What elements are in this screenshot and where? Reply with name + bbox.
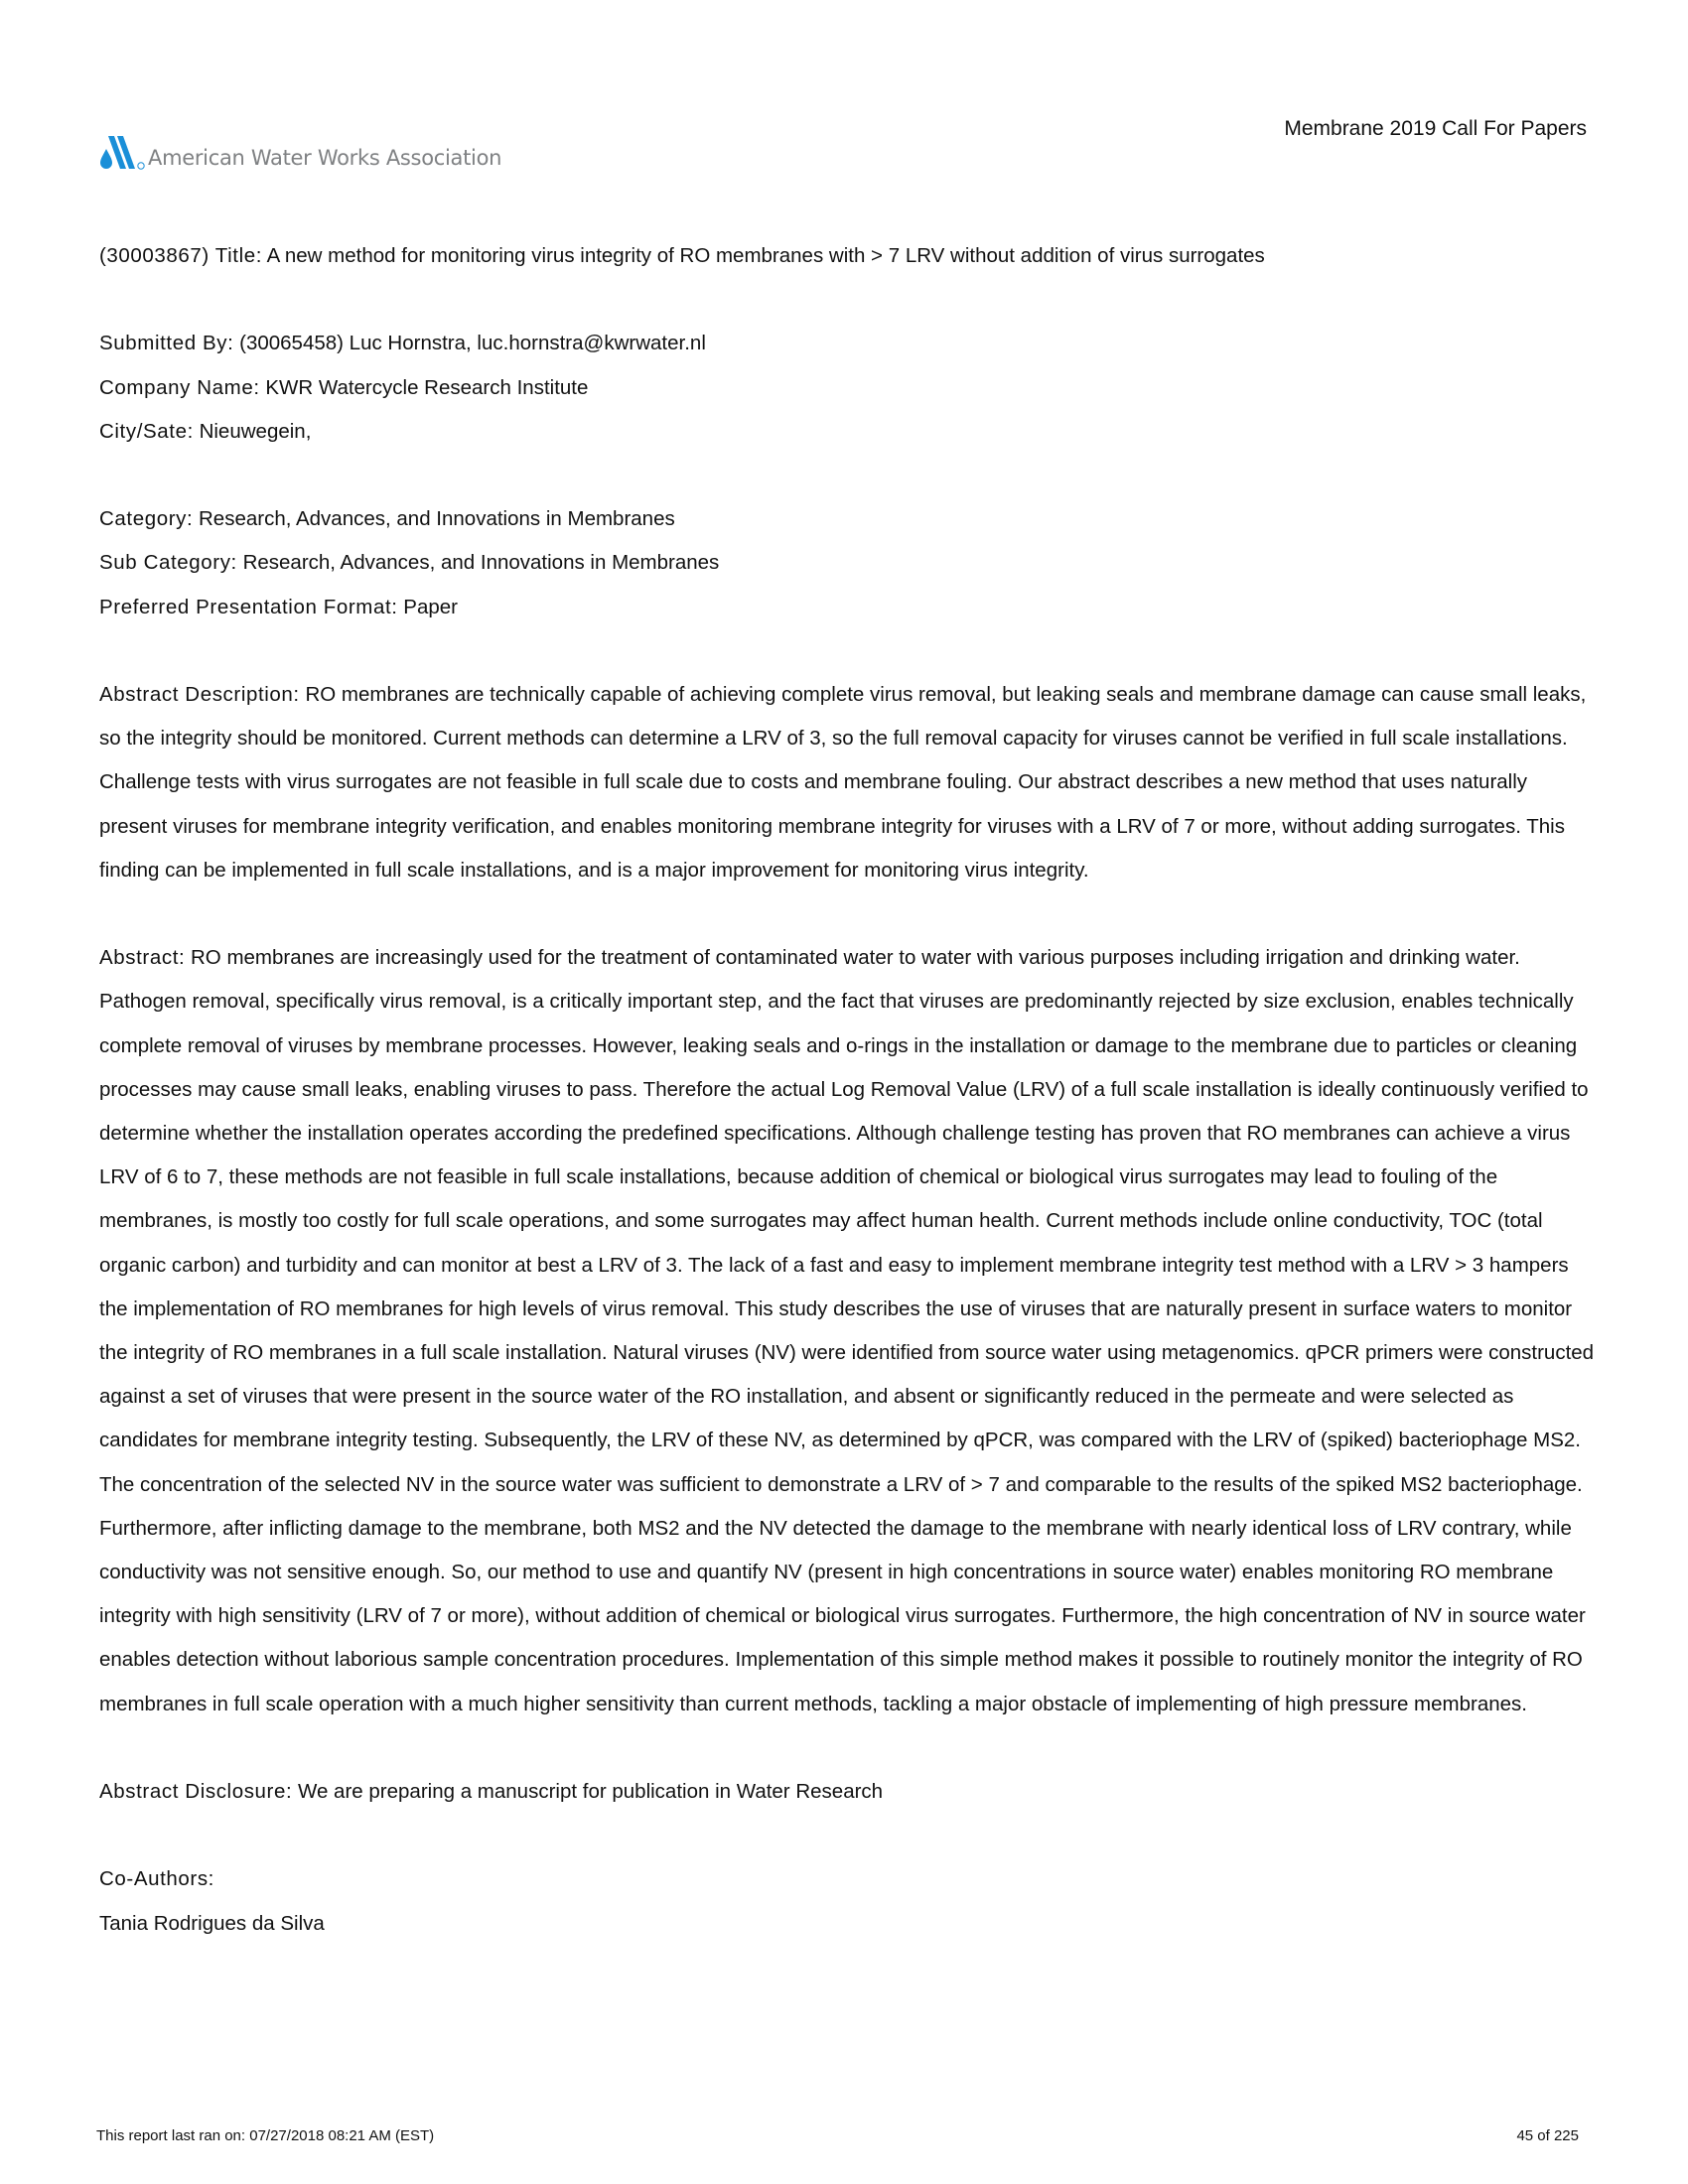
spacer [99,629,1599,673]
city-line [99,410,1599,454]
spacer [99,454,1599,497]
company-line [99,366,1599,410]
subcategory-line [99,541,1599,585]
title-label: (30003867) Title: [99,244,263,267]
company-value: KWR Watercycle Research Institute [265,375,589,399]
presentation-format-label: Preferred Presentation Format: [99,595,398,618]
conference-name: Membrane 2019 Call For Papers [1284,117,1587,140]
category-label: Category: [99,507,194,531]
abstract-disclosure-text: We are preparing a manuscript for publication in Water Research [297,1780,884,1804]
submitted-by-value: (30065458) Luc Hornstra, luc.hornstra@kwrwater.nl [239,332,706,355]
spacer [99,892,1599,936]
abstract-description [99,673,1599,892]
subcategory-label: Sub Category: [99,551,237,575]
submitted-by-label: Submitted By: [99,332,234,355]
submitted-by-line [99,322,1599,365]
abstract-disclosure-label: Abstract Disclosure: [99,1780,293,1804]
subcategory-value: Research, Advances, and Innovations in Membranes [242,551,720,575]
submission-document [99,234,1599,1946]
title-line [99,234,1599,278]
city-label: City/Sate: [99,419,194,443]
abstract-text: RO membranes are increasingly used for the treatment of contaminated water to water with various purposes including irrigation and drinking water. Pathogen removal, specifically virus removal, is a critically important step, and the fact that viruses are predominantly rejected by size exclusion, enables technically complete removal of viruses by membrane processes. However, leaking seals and o-rings in the installation or damage to the membrane due to particles or cleaning processes may cause small leaks, enabling viruses to pass. Therefore the actual Log Removal Value (LRV) of a full scale installation is ideally continuously verified to determine whether the installation operates according the predefined specifications. Although challenge testing has proven that RO membranes can achieve a virus LRV of 6 to 7, these methods are not feasible in full scale installations, because addition of chemical or biological virus surrogates may lead to fouling of the membranes, is mostly too costly for full scale operations, and some surrogates may affect human health. Current methods include online conductivity, TOC (total organic carbon) and turbidity and can monitor at best a LRV of 3. The lack of a fast and easy to implement membrane integrity test method with a LRV > 3 hampers the implementation of RO membranes for high levels of virus removal. This study describes the use of viruses that are naturally present in surface waters to monitor the integrity of RO membranes in a full scale installation. Natural viruses (NV) were identified from source water using metagenomics. qPCR primers were constructed against a set of viruses that were present in the source water of the RO installation, and absent or significantly reduced in the permeate and were selected as candidates for membrane integrity testing. Subsequently, the LRV of these NV, as determined by qPCR, was compared with the LRV of (spiked) bacteriophage MS2. The concentration of the selected NV in the source water was sufficient to demonstrate a LRV of > 7 and comparable to the results of the spiked MS2 bacteriophage. Furthermore, after inflicting damage to the membrane, both MS2 and the NV detected the damage to the membrane with nearly identical loss of LRV contrary, while conductivity was not sensitive enough. So, our method to use and quantify NV (present in high concentrations in source water) enables monitoring RO membrane integrity with high sensitivity (LRV of 7 or more), without addition of chemical or biological virus surrogates. Furthermore, the high concentration of NV in source water enables detection without laborious sample concentration procedures. Implementation of this simple method makes it possible to routinely monitor the integrity of RO membranes in full scale operation with a much higher sensitivity than current methods, tackling a major obstacle of implementing of high pressure membranes. [99,946,1595,1715]
category-line [99,497,1599,541]
coauthors-label: Co-Authors: [99,1867,214,1891]
category-value: Research, Advances, and Innovations in Membranes [198,507,675,531]
abstract-label: Abstract: [99,946,186,970]
spacer [99,278,1599,322]
logo-wordmark: American Water Works Association [148,146,502,170]
company-label: Company Name: [99,375,260,399]
page-indicator: 45 of 225 [1516,2127,1579,2144]
abstract-disclosure [99,1770,1599,1814]
abstract-description-label: Abstract Description: [99,682,300,706]
abstract [99,936,1599,1726]
spacer [99,1814,1599,1857]
coauthor-item: Tania Rodrigues da Silva [99,1911,325,1935]
title-value: A new method for monitoring virus integrity of RO membranes with > 7 LRV without addition of virus surrogates [266,244,1265,267]
presentation-format-value: Paper [403,595,458,618]
spacer [99,1726,1599,1770]
city-value: Nieuwegein, [199,419,312,443]
awwa-logo [99,131,501,171]
report-timestamp: This report last ran on: 07/27/2018 08:21 AM (EST) [96,2127,435,2144]
presentation-format-line [99,586,1599,629]
awwa-logo-icon [99,135,147,171]
abstract-description-text: RO membranes are technically capable of achieving complete virus removal, but leaking seals and membrane damage can cause small leaks, so the integrity should be monitored. Current methods can determine a LRV of 3, so the full removal capacity for viruses cannot be verified in full scale installations. Challenge tests with virus surrogates are not feasible in full scale due to costs and membrane fouling. Our abstract describes a new method that uses naturally present viruses for membrane integrity verification, and enables monitoring membrane integrity for viruses with a LRV of 7 or more, without adding surrogates. This finding can be implemented in full scale installations, and is a major improvement for monitoring virus integrity. [99,682,1587,882]
